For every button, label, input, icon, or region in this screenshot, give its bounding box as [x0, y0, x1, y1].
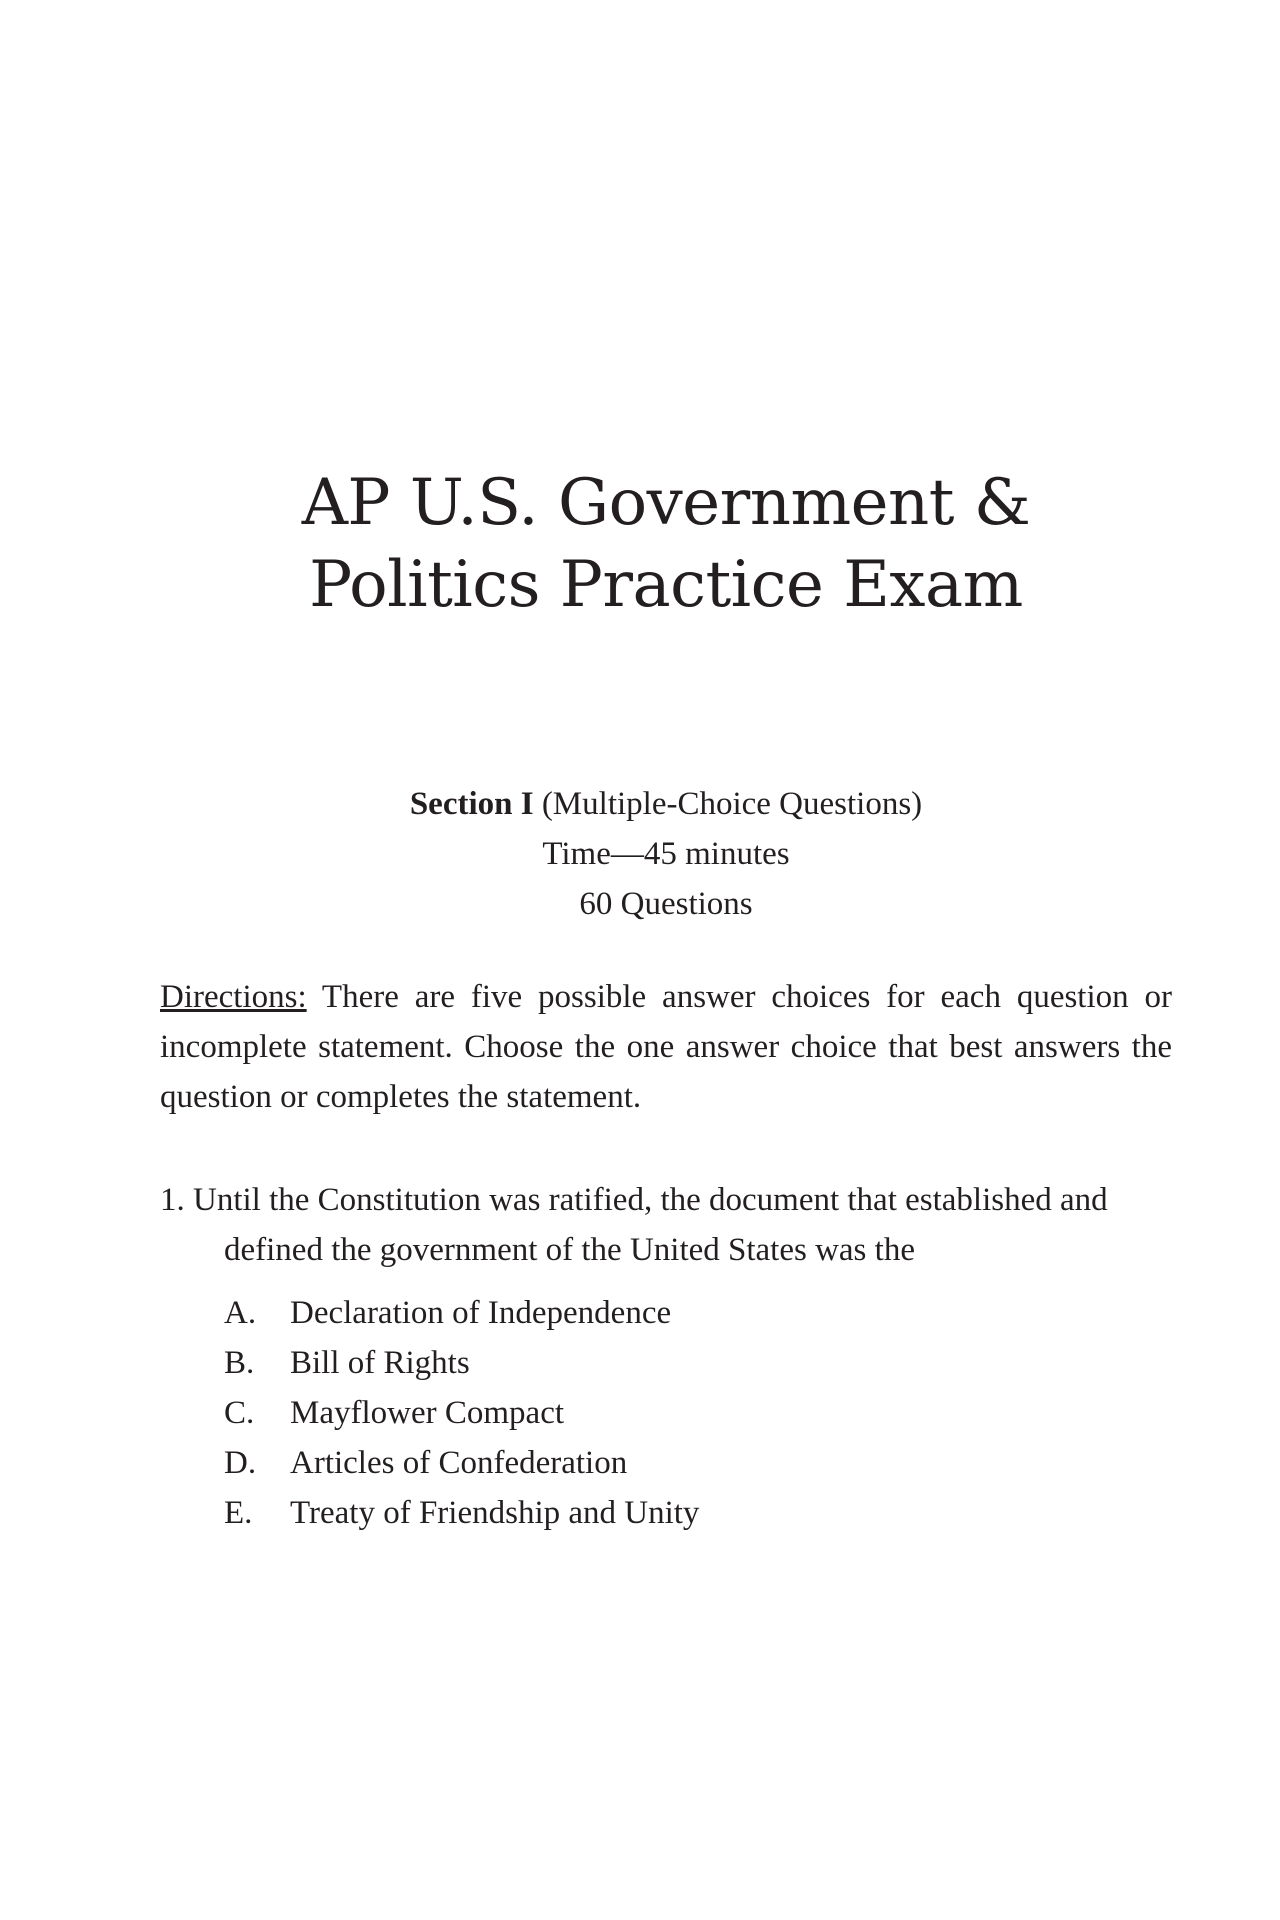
- section-heading: [0, 779, 1280, 829]
- choice-letter: B.: [224, 1345, 255, 1381]
- question-text: Until the Constitution was ratified, the document that established and defined the government of the United States was the: [193, 1182, 1108, 1268]
- directions-label: Directions:: [160, 979, 307, 1015]
- choice-text: Articles of Confederation: [290, 1445, 628, 1481]
- directions-text: There are five possible answer choices for each question or incomplete statement. Choose the one answer choice that best answers the question or completes the statement.: [160, 979, 1172, 1115]
- choice-text: Bill of Rights: [290, 1345, 470, 1381]
- choice-letter: C.: [224, 1395, 255, 1431]
- answer-choice-d: [224, 1438, 1172, 1488]
- question-stem: [160, 1175, 1172, 1275]
- section-description: (Multiple-Choice Questions): [541, 786, 923, 822]
- answer-choice-e: [224, 1488, 1172, 1538]
- choice-letter: A.: [224, 1295, 257, 1331]
- question-number: 1.: [160, 1182, 185, 1218]
- answer-choice-c: [224, 1388, 1172, 1438]
- title-line-2: Politics Practice Exam: [309, 548, 1023, 622]
- directions: [160, 972, 1172, 1122]
- section-label: Section I: [409, 786, 534, 822]
- page-title: [0, 462, 1280, 626]
- section-info: [0, 779, 1280, 929]
- choice-text: Mayflower Compact: [290, 1395, 565, 1431]
- title-line-1: AP U.S. Government &: [301, 466, 1031, 540]
- section-time: Time—45 minutes: [542, 836, 790, 872]
- answer-choice-a: [224, 1288, 1172, 1338]
- choice-text: Declaration of Independence: [290, 1295, 672, 1331]
- question-1: [160, 1175, 1172, 1538]
- section-question-count: 60 Questions: [579, 886, 753, 922]
- answer-choice-b: [224, 1338, 1172, 1388]
- choice-text: Treaty of Friendship and Unity: [290, 1495, 700, 1531]
- choice-letter: D.: [224, 1445, 257, 1481]
- choice-letter: E.: [224, 1495, 253, 1531]
- answer-choices: [224, 1288, 1172, 1538]
